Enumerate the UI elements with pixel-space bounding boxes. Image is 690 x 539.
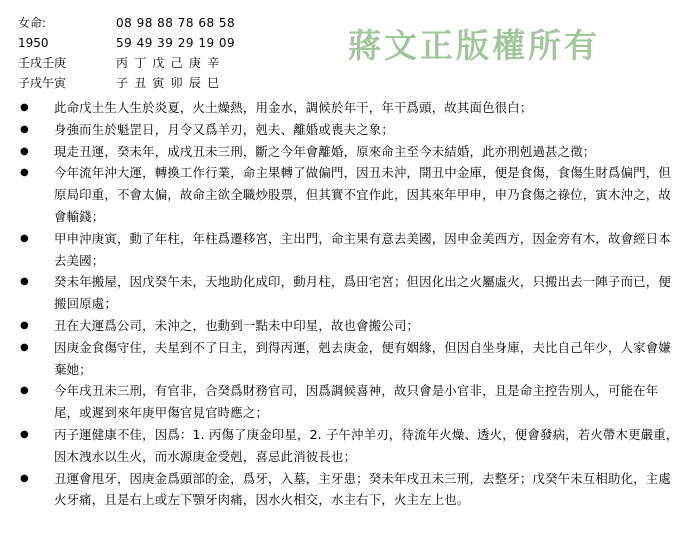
analysis-item: ● 因庚金食傷守住，夫星到不了日主，到得丙運，剋去庚金，便有姻緣，但因自坐身庫，夫比自己年少，人家會嫌棄她； bbox=[18, 337, 682, 381]
analysis-item: ● 癸未年搬屋，因戊癸午未，天地助化成印，動月柱，爲田宅宮；但因化出之火屬虛火，只搬出去一陣子而已，便搬回原處； bbox=[18, 271, 682, 315]
chart-header bbox=[18, 13, 235, 93]
analysis-item: ● 丑在大運爲公司，未沖之，也動到一點未中印星，故也會搬公司； bbox=[18, 315, 682, 337]
analysis-item: ● 身強而生於魁罡日，月令又爲羊刃，剋夫、離婚或喪夫之象； bbox=[18, 119, 682, 141]
analysis-item: ● 今年流年沖大運，轉換工作行業，命主果轉了做偏門，因丑未沖，開丑中金庫，便是食傷，食傷生財爲偏門，但原局印重，不會太偏，故命主欲全職炒股票，但其實不宜作此，因其來年甲申，申乃食傷之祿位，寅木沖之，故會輸錢； bbox=[18, 162, 682, 227]
copyright-watermark: 蔣文正版權所有 bbox=[348, 26, 600, 65]
analysis-item: ● 丑運會甩牙，因庚金爲頭部的金，爲牙，入墓，主牙患；癸未年戌丑未三刑，去整牙；戊癸午未互相助化，主處火牙痛，且是右上或左下顎牙肉痛，因水火相交，水主右下，火主左上也。 bbox=[18, 468, 682, 512]
header-label: 壬戌壬庚 bbox=[18, 56, 67, 70]
analysis-item: ● 今年戌丑未三刑，有官非，合癸爲財務官司，因爲調候喜神，故只會是小官非，且是命主控告別人，可能在年尾，或遲到來年庚甲傷官見官時應之； bbox=[18, 380, 682, 424]
analysis-item: ● 此命戊土生人生於炎夏，火土燥熱，用金水，調候於年干，年干爲頭，故其面色很白； bbox=[18, 97, 682, 119]
header-label: 1950 bbox=[18, 36, 49, 50]
header-label: 子戌午寅 bbox=[18, 76, 67, 90]
header-row bbox=[18, 33, 235, 53]
header-values: 丙 丁 戊 己 庚 辛 bbox=[116, 56, 221, 70]
analysis-item: ● 甲申沖庚寅，動了年柱，年柱爲遷移宮，主出門，命主果有意去美國，因申金美西方，因金旁有木，故會經日本去美國； bbox=[18, 228, 682, 272]
analysis-item: ● 丙子運健康不佳，因爲：1. 丙傷了庚金印星，2. 子午沖羊刃，待流年火燥、透火，便會發病，若火帶木更嚴重，因木洩水以生火，而水源庚金受剋，喜忌此消彼長也； bbox=[18, 424, 682, 468]
header-values: 59 49 39 29 19 09 bbox=[116, 36, 236, 50]
header-label: 女命: bbox=[18, 16, 47, 30]
analysis-item: ● 現走丑運，癸未年，成戌丑未三刑，斷之今年會離婚，原來命主至今未結婚，此亦刑剋過甚之徵； bbox=[18, 141, 682, 163]
header-values: 08 98 88 78 68 58 bbox=[116, 16, 236, 30]
header-values: 子 丑 寅 卯 辰 巳 bbox=[116, 76, 221, 90]
header-row bbox=[18, 13, 235, 33]
analysis-list bbox=[18, 97, 682, 511]
header-row bbox=[18, 73, 235, 93]
header-row bbox=[18, 53, 235, 73]
